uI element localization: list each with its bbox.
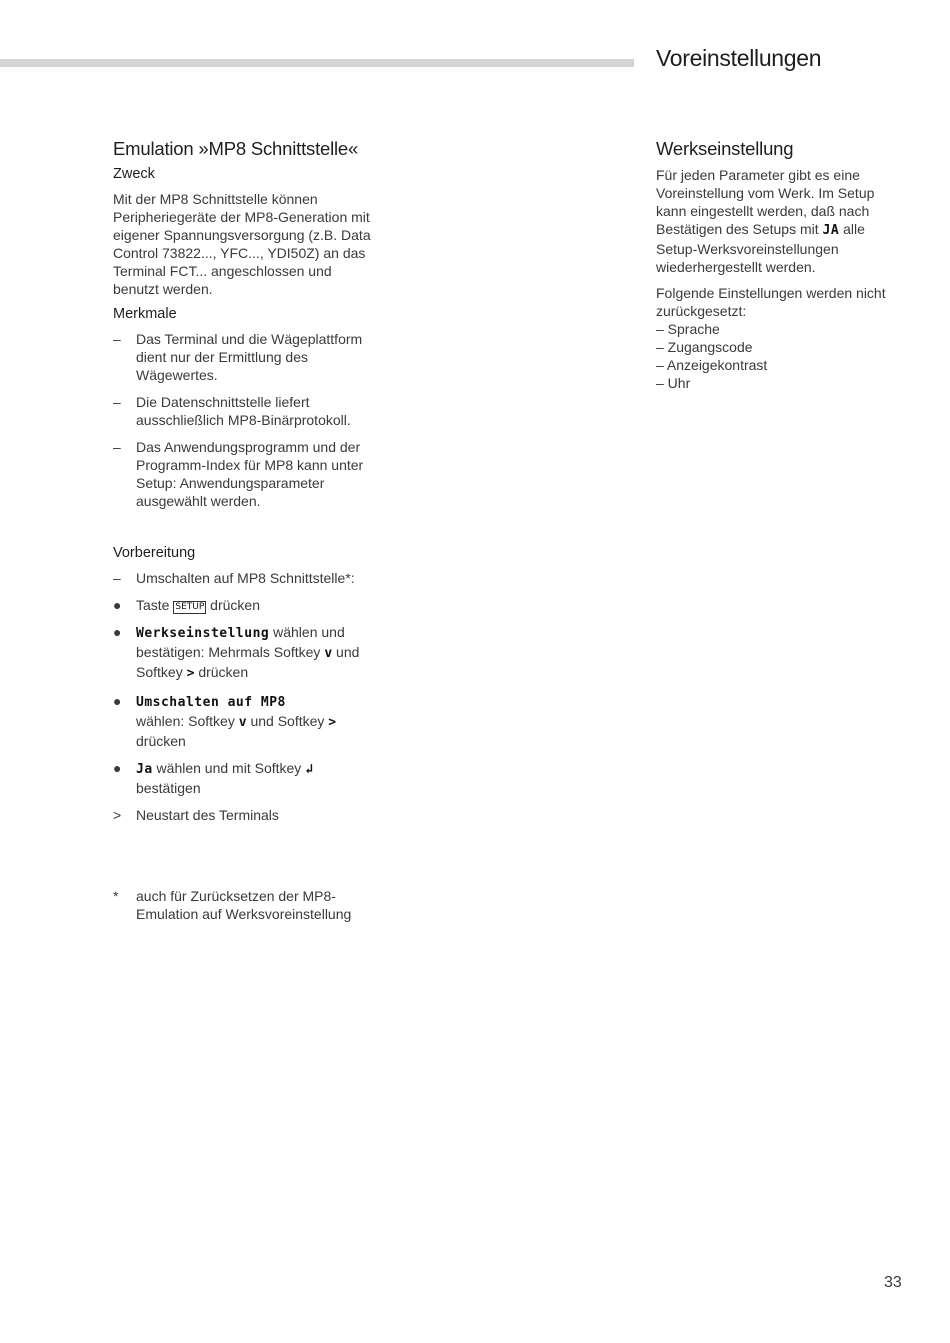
dash-marker: – xyxy=(113,331,121,347)
subheading-zweck: Zweck xyxy=(113,166,155,182)
dash-marker: – xyxy=(113,570,121,586)
bullet-icon: ● xyxy=(113,760,122,776)
step-item: ● Taste SETUP drücken xyxy=(113,597,260,613)
subheading-merkmale: Merkmale xyxy=(113,306,177,322)
step-item: ● Werkseinstellung wählen und bestätigen: Mehrmals Softkey v und Softkey > drücken xyxy=(113,624,360,681)
list-item: – Uhr xyxy=(656,375,691,391)
page-number: 33 xyxy=(884,1274,902,1291)
not-reset-list xyxy=(656,284,906,392)
subheading-vorbereitung: Vorbereitung xyxy=(113,545,196,561)
softkey-next-icon: > xyxy=(186,666,195,681)
list-item-text: Das Anwendungsprogramm und der Programm-Index für MP8 kann unter Setup: Anwendungsparameter ausgewählt werden. xyxy=(136,439,364,509)
step-text: Umschalten auf MP8 Schnittstelle*: xyxy=(136,570,355,586)
not-reset-intro: Folgende Einstellungen werden nicht zurückgesetzt: xyxy=(656,285,886,319)
result-text: Neustart des Terminals xyxy=(136,807,279,823)
page-title: Voreinstellungen xyxy=(656,45,822,71)
footnote-text: auch für Zurücksetzen der MP8-Emulation auf Werksvoreinstellung xyxy=(136,888,352,922)
list-item-text: Die Datenschnittstelle liefert ausschließlich MP8-Binärprotokoll. xyxy=(136,394,351,428)
header-rule xyxy=(0,59,634,67)
step-item: ● Ja wählen und mit Softkey ↲ bestätigen xyxy=(113,760,314,796)
step-item xyxy=(113,569,371,587)
softkey-down-icon: v xyxy=(238,715,247,730)
display-text: Ja xyxy=(136,762,153,777)
section-heading-emulation: Emulation »MP8 Schnittstelle« xyxy=(113,138,359,159)
left-column xyxy=(113,138,371,932)
display-text: Werkseinstellung xyxy=(136,626,270,641)
result-marker: > xyxy=(113,807,122,823)
list-item: – Sprache xyxy=(656,321,720,337)
step-item: ● Umschalten auf MP8 wählen: Softkey v und Softkey > drücken xyxy=(113,693,337,749)
list-item xyxy=(113,393,371,429)
display-text: Umschalten auf MP8 xyxy=(136,695,286,710)
bullet-icon: ● xyxy=(113,693,122,709)
right-column xyxy=(656,138,906,392)
footnote-marker: * xyxy=(113,888,119,904)
list-item xyxy=(113,330,371,384)
werkseinstellung-text: Für jeden Parameter gibt es eine Voreinstellung vom Werk. Im Setup kann eingestellt werden, daß nach Bestätigen des Setups mit JA alle Setup-Werksvoreinstellungen wiederhergestellt werden. xyxy=(656,167,875,275)
zweck-text: Mit der MP8 Schnittstelle können Peripheriegeräte der MP8-Generation mit eigener Spannungsversorgung (z.B. Data Control 73822..., YFC..., YDI50Z) an das Terminal FCT... angeschlossen und benutzt werden. xyxy=(113,191,371,297)
softkey-next-icon: > xyxy=(328,715,337,730)
display-text: JA xyxy=(822,223,840,238)
list-item: – Anzeigekontrast xyxy=(656,357,768,373)
bullet-icon: ● xyxy=(113,624,122,640)
list-item-text: Das Terminal und die Wägeplattform dient nur der Ermittlung des Wägewertes. xyxy=(136,331,363,383)
result-item xyxy=(113,806,371,824)
section-heading-werkseinstellung: Werkseinstellung xyxy=(656,138,794,159)
dash-marker: – xyxy=(113,394,121,410)
list-item: – Zugangscode xyxy=(656,339,753,355)
setup-key-icon: SETUP xyxy=(175,602,205,612)
bullet-icon: ● xyxy=(113,597,122,613)
softkey-down-icon: v xyxy=(324,646,333,661)
footnote xyxy=(113,887,371,923)
list-item xyxy=(113,438,371,510)
dash-marker: – xyxy=(113,439,121,455)
softkey-enter-icon: ↲ xyxy=(305,762,314,777)
